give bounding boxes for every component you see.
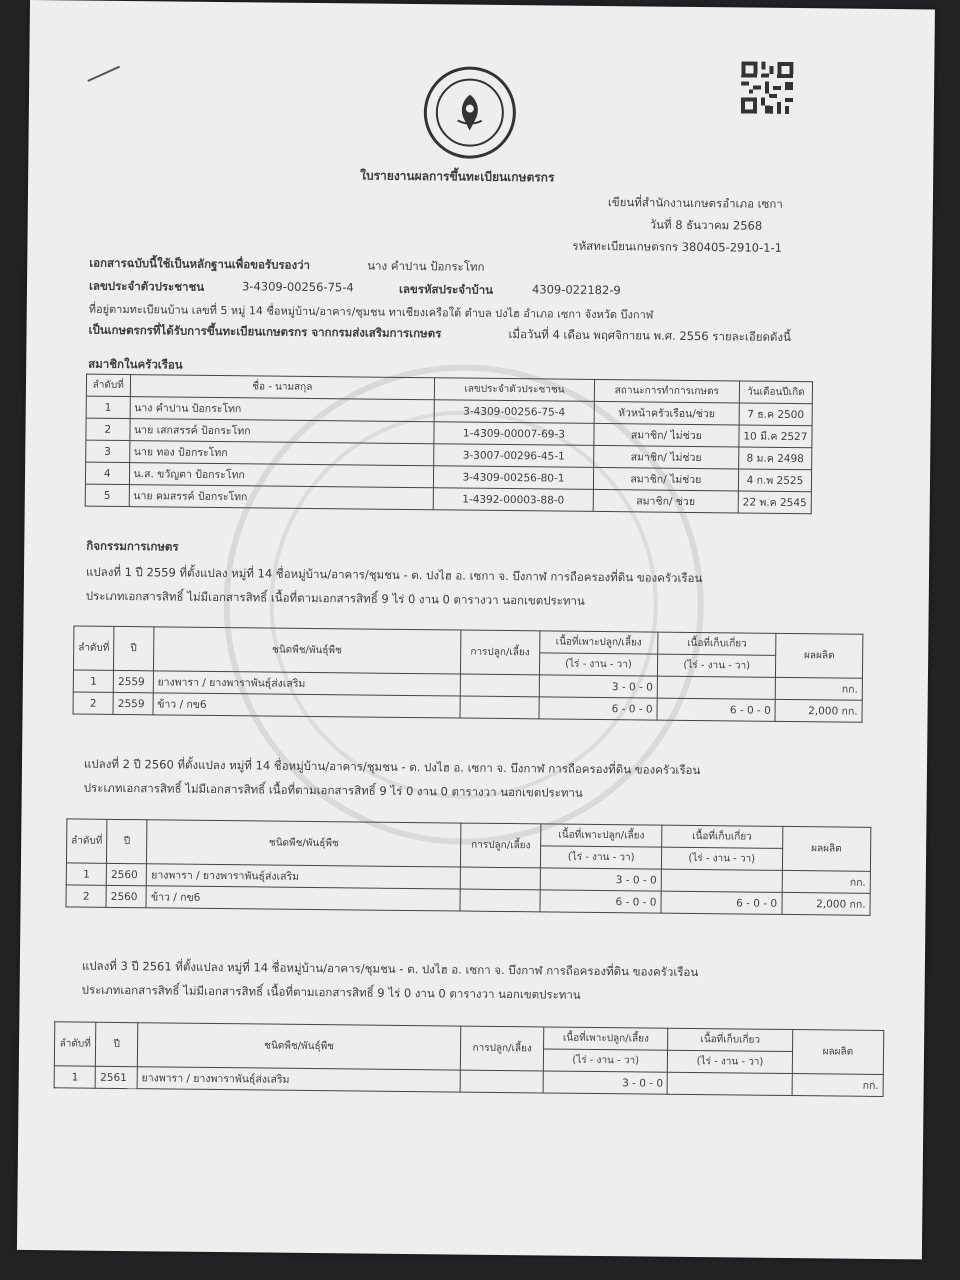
registered-date: เมื่อวันที่ 4 เดือน พฤศจิกายน พ.ศ. 2556 รายละเอียดดังนี้ [508,327,791,344]
house-code-value: 4309-022182-9 [531,282,621,298]
table-cell: 5 [85,484,129,506]
table-cell [667,1072,792,1095]
document-page [17,0,935,1259]
table-cell: นาย เสกสรรค์ ป้อกระโทก [129,419,434,444]
table-cell: 7 ธ.ค 2500 [739,403,812,426]
table-cell: 4 [85,462,129,484]
table-cell: 2,000 กก. [781,892,870,915]
table-cell: 6 - 0 - 0 [540,890,661,913]
table-cell: ข้าว / กข6 [153,693,461,718]
activity-column-header: ผลผลิต [776,633,863,678]
table-cell: กก. [775,677,862,700]
table-cell: สมาชิก/ ไม่ช่วย [593,467,738,491]
qr-code-icon [741,61,794,114]
activity-column-subheader: (ไร่ - งาน - วา) [543,1049,668,1072]
activity-column-header: เนื้อที่เพาะปลูก/เลี้ยง [539,631,658,654]
table-cell: 2561 [96,1066,138,1088]
table-cell: 3 - 0 - 0 [539,675,658,698]
address-line: ที่อยู่ตามทะเบียนบ้าน เลขที่ 5 หมู่ 14 ชื่อหมู่บ้าน/อาคาร/ชุมชน ทาเชียงเครือใต้ ตำบล ปงไฮ อำเภอ เซกา จังหวัด บึงกาฬ [88,302,654,322]
activity-column-header: เนื้อที่เก็บเกี่ยว [668,1028,793,1051]
plot-2-line-2: ประเภทเอกสารสิทธิ์ ไม่มีเอกสารสิทธิ์ เนื้อที่ตามเอกสารสิทธิ์ 9 ไร่ 0 งาน 0 ตารางวา นอกเขตประทาน [83,780,583,800]
table-cell: 3-4309-00256-80-1 [434,466,594,490]
activity-column-header: ชนิดพืช/พันธุ์พืช [137,1023,461,1070]
members-column-header: ลำดับที่ [86,374,130,396]
table-cell: ข้าว / กข6 [146,886,460,911]
activity-column-subheader: (ไร่ - งาน - วา) [661,847,782,870]
table-cell: 1 [73,670,113,692]
table-cell: หัวหน้าครัวเรือน/ช่วย [594,401,739,425]
table-cell: 2 [73,692,113,714]
table-cell: กก. [792,1074,883,1097]
members-heading: สมาชิกในครัวเรือน [88,356,183,372]
table-cell: 3-4309-00256-75-4 [434,400,594,424]
table-cell [460,696,539,719]
table-cell: 4 ก.พ 2525 [738,469,811,492]
activity-column-header: ผลผลิต [782,826,871,871]
citizen-id-value: 3-4309-00256-75-4 [241,279,354,295]
activity-column-subheader: (ไร่ - งาน - วา) [541,846,662,869]
activity-column-header: ลำดับที่ [66,819,107,863]
table-cell: 2 [66,885,106,907]
activity-column-header: ชนิดพืช/พันธุ์พืช [153,627,461,674]
plot-1-line-2: ประเภทเอกสารสิทธิ์ ไม่มีเอกสารสิทธิ์ เนื้อที่ตามเอกสารสิทธิ์ 9 ไร่ 0 งาน 0 ตารางวา นอกเขตประทาน [85,588,585,608]
table-cell: 1-4309-00007-69-3 [434,422,594,446]
table-cell: 3 - 0 - 0 [543,1071,668,1094]
table-cell: 2560 [106,885,146,907]
pen-mark [87,66,120,82]
table-cell [460,1070,543,1093]
table-cell: นาย ทอง ป้อกระโทก [129,441,434,466]
activity-column-header: ชนิดพืช/พันธุ์พืช [147,820,461,867]
activity-column-subheader: (ไร่ - งาน - วา) [539,653,658,676]
activity-column-header: เนื้อที่เก็บเกี่ยว [658,632,776,655]
activity-column-header: การปลูก/เลี้ยง [461,1026,544,1071]
plot-2-line-1: แปลงที่ 2 ปี 2560 ที่ตั้งแปลง หมู่ที่ 14 ชื่อหมู่บ้าน/อาคาร/ชุมชน - ต. ปงไฮ อ. เซกา จ. บึงกาฬ การถือครองที่ดิน ของครัวเรือน [83,756,701,778]
plot-1-table [73,625,864,722]
table-cell: สมาชิก/ ไม่ช่วย [594,423,739,447]
table-cell: น.ส. ขวัญตา ป้อกระโทก [129,463,434,488]
table-cell: 3 - 0 - 0 [541,868,662,891]
report-date: วันที่ 8 ธันวาคม 2568 [649,217,763,233]
table-cell: กก. [782,870,871,893]
table-cell: 8 ม.ค 2498 [739,447,812,470]
registered-line: เป็นเกษตรกรที่ได้รับการขึ้นทะเบียนเกษตรกร จากกรมส่งเสริมการเกษตร [88,322,442,341]
purpose-label: เอกสารฉบับนี้ใช้เป็นหลักฐานเพื่อขอรับรองว่า [89,255,311,272]
activity-column-header: ผลผลิต [792,1030,884,1075]
document-title: ใบรายงานผลการขึ้นทะเบียนเกษตรกร [360,168,555,185]
table-cell: สมาชิก/ ไม่ช่วย [593,445,738,469]
table-cell [460,867,541,890]
members-column-header: วันเดือนปีเกิด [739,381,812,404]
plot-2-table [65,818,871,915]
members-column-header: สถานะการทำการเกษตร [594,379,739,403]
table-cell: นาง คำปาน ป้อกระโทก [130,397,435,422]
activity-column-header: การปลูก/เลี้ยง [460,823,541,868]
plot-3-table [54,1021,885,1097]
activity-column-subheader: (ไร่ - งาน - วา) [658,654,776,677]
table-cell: 1 [86,396,130,418]
table-cell: 2,000 กก. [775,699,862,722]
table-cell: 22 พ.ค 2545 [738,491,811,514]
activity-column-subheader: (ไร่ - งาน - วา) [668,1050,793,1073]
registry-id: รหัสทะเบียนเกษตรกร 380405-2910-1-1 [572,238,783,255]
office-location: เขียนที่สำนักงานเกษตรอำเภอ เซกา [607,195,783,211]
activity-column-header: ลำดับที่ [73,626,114,670]
table-cell: 6 - 0 - 0 [539,697,658,720]
department-seal-icon [423,66,516,159]
plot-3-line-1: แปลงที่ 3 ปี 2561 ที่ตั้งแปลง หมู่ที่ 14 ชื่อหมู่บ้าน/อาคาร/ชุมชน - ต. ปงไฮ อ. เซกา จ. บึงกาฬ การถือครองที่ดิน ของครัวเรือน [81,958,699,980]
table-cell: 3 [86,440,130,462]
plot-3-line-2: ประเภทเอกสารสิทธิ์ ไม่มีเอกสารสิทธิ์ เนื้อที่ตามเอกสารสิทธิ์ 9 ไร่ 0 งาน 0 ตารางวา นอกเขตประทาน [81,982,581,1002]
table-cell: 2559 [113,692,153,714]
table-cell: 3-3007-00296-45-1 [434,444,594,468]
activity-column-header: ปี [107,819,148,863]
table-cell: สมาชิก/ ช่วย [593,489,738,513]
table-cell: ยางพารา / ยางพาราพันธุ์ส่งเสริม [137,1067,461,1092]
table-cell: 6 - 0 - 0 [657,698,775,721]
citizen-id-label: เลขประจำตัวประชาชน [88,278,205,294]
table-cell: 1 [66,863,106,885]
table-cell [661,869,782,892]
table-cell: 10 มี.ค 2527 [739,425,812,448]
activity-column-header: เนื้อที่เพาะปลูก/เลี้ยง [541,824,662,847]
activity-column-header: เนื้อที่เก็บเกี่ยว [662,825,783,848]
activity-column-header: เนื้อที่เพาะปลูก/เลี้ยง [544,1027,669,1050]
plot-1-line-1: แปลงที่ 1 ปี 2559 ที่ตั้งแปลง หมู่ที่ 14 ชื่อหมู่บ้าน/อาคาร/ชุมชน - ต. ปงไฮ อ. เซกา จ. บึงกาฬ การถือครองที่ดิน ของครัวเรือน [85,564,703,586]
owner-name: นาง คำปาน ป้อกระโทก [367,258,485,274]
house-code-label: เลขรหัสประจำบ้าน [398,281,494,297]
activity-column-header: ปี [114,626,154,670]
members-table [85,374,813,515]
table-cell [657,676,775,699]
activity-column-header: การปลูก/เลี้ยง [460,630,539,675]
table-cell: 2 [86,418,130,440]
activity-column-header: ปี [96,1022,138,1066]
activity-column-header: ลำดับที่ [54,1022,96,1066]
table-cell: 1 [54,1066,96,1088]
activities-heading: กิจกรรมการเกษตร [86,538,179,554]
table-cell [460,889,541,912]
table-cell: ยางพารา / ยางพาราพันธุ์ส่งเสริม [147,864,461,889]
members-column-header: ชื่อ - นามสกุล [130,375,435,400]
table-cell: ยางพารา / ยางพาราพันธุ์ส่งเสริม [153,671,461,696]
table-cell: 2560 [106,863,146,885]
table-cell: 6 - 0 - 0 [661,891,782,914]
table-cell: 1-4392-00003-88-0 [433,488,593,512]
members-column-header: เลขประจำตัวประชาชน [434,378,594,402]
table-cell: 2559 [113,670,153,692]
table-cell: นาย คมสรรค์ ป้อกระโทก [129,485,434,510]
table-cell [460,674,539,697]
